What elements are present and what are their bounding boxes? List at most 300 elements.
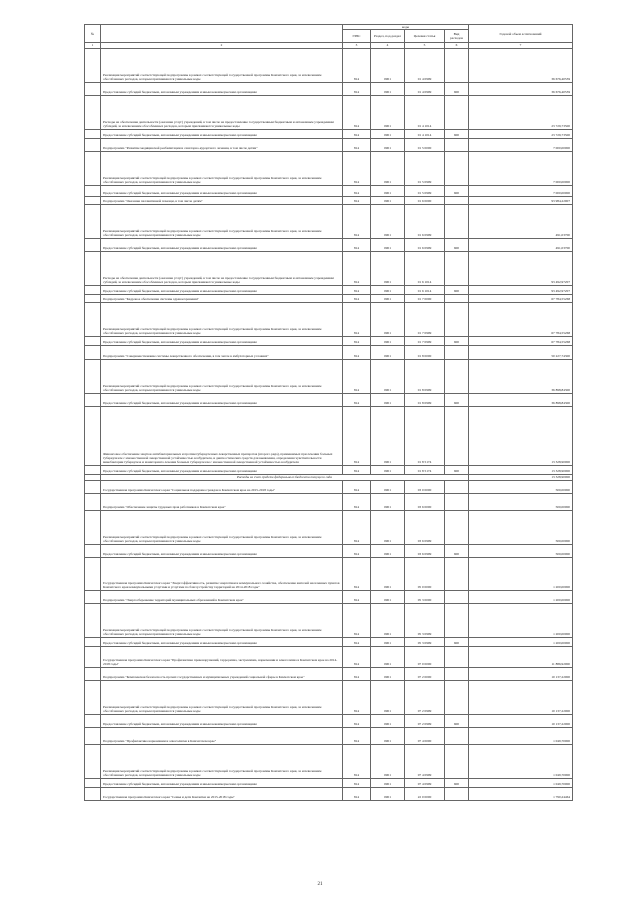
row-grbs: 814 bbox=[343, 196, 371, 204]
row-target-article: 01 6 0999 bbox=[405, 204, 445, 238]
row-name: Предоставление субсидий бюджетным, автономным учреждениям и иным некоммерческим организациям bbox=[101, 238, 343, 251]
row-sum: 500,00000 bbox=[469, 480, 573, 493]
row-name: Реализация мероприятий соответствующей подпрограммы в рамках соответствующей государственной программы Камчатского края, за исключением обособленных расходов, которым присваиваются уникальные коды bbox=[101, 603, 343, 637]
row-expense-type: 600 bbox=[445, 637, 469, 646]
row-grbs: 814 bbox=[343, 465, 371, 474]
row-name: Государственная программа Камчатского края "Социальная поддержка граждан в Камчатском крае на 2015-2018 годы" bbox=[101, 480, 343, 493]
row-name: Государственная программа Камчатского края "Профилактика правонарушений, терроризма, экстремизма, наркомании и алкоголизма в Камчатском крае на 2014-2018 годы" bbox=[101, 646, 343, 667]
row-grbs: 814 bbox=[343, 603, 371, 637]
row-number-cell bbox=[85, 294, 101, 302]
row-target-article: 07 2 0999 bbox=[405, 714, 445, 727]
row-expense-type: 600 bbox=[445, 714, 469, 727]
row-number-cell bbox=[85, 151, 101, 185]
row-target-article: 01 6 0999 bbox=[405, 238, 445, 251]
row-expense-type: 600 bbox=[445, 82, 469, 95]
row-number-cell bbox=[85, 185, 101, 196]
table-row bbox=[85, 787, 573, 800]
row-expense-type bbox=[445, 667, 469, 680]
row-number-cell bbox=[85, 787, 101, 800]
row-name: Предоставление субсидий бюджетным, автономным учреждениям и иным некоммерческим организациям bbox=[101, 285, 343, 294]
row-name: Предоставление субсидий бюджетным, автономным учреждениям и иным некоммерческим организациям bbox=[101, 714, 343, 727]
row-name: Подпрограмма "Энергосбережение территорий муниципальных образований в Камчатском крае" bbox=[101, 590, 343, 603]
row-expense-type bbox=[445, 557, 469, 590]
row-sum: 36 898,84300 bbox=[469, 359, 573, 393]
row-razdel: 0901 bbox=[371, 787, 405, 800]
row-expense-type bbox=[445, 48, 469, 82]
row-expense-type bbox=[445, 727, 469, 744]
row-grbs: 814 bbox=[343, 637, 371, 646]
row-number-cell bbox=[85, 238, 101, 251]
row-expense-type bbox=[445, 204, 469, 238]
row-razdel: 0901 bbox=[371, 185, 405, 196]
table-row bbox=[85, 544, 573, 557]
row-name: Подпрограмма "Обеспечение защиты трудовых прав работников в Камчатском крае" bbox=[101, 493, 343, 510]
row-razdel: 0901 bbox=[371, 557, 405, 590]
row-razdel: 0901 bbox=[371, 48, 405, 82]
row-sum: 13 328,90000 bbox=[469, 474, 573, 480]
row-grbs: 814 bbox=[343, 480, 371, 493]
row-razdel: 0901 bbox=[371, 336, 405, 345]
row-number-cell bbox=[85, 714, 101, 727]
row-expense-type bbox=[445, 744, 469, 778]
row-sum: 1 200,00000 bbox=[469, 637, 573, 646]
row-name: Предоставление субсидий бюджетным, автономным учреждениям и иным некоммерческим организациям bbox=[101, 185, 343, 196]
row-expense-type bbox=[445, 510, 469, 544]
row-grbs: 814 bbox=[343, 204, 371, 238]
row-target-article: 01 8 0999 bbox=[405, 359, 445, 393]
row-number-cell bbox=[85, 544, 101, 557]
header-index-5: 5 bbox=[405, 43, 445, 48]
row-razdel: 0901 bbox=[371, 406, 405, 465]
row-target-article: 01 5 0999 bbox=[405, 151, 445, 185]
row-name: Государственная программа Камчатского края "Энергоэффективность, развитие энергетики и коммунального хозяйства, обеспечение жителей населенных пунктов Камчатского края коммунальными услугами и услугами по благоустройству территорий на 2014-2018 годы" bbox=[101, 557, 343, 590]
row-name: Предоставление субсидий бюджетным, автономным учреждениям и иным некоммерческим организациям bbox=[101, 778, 343, 787]
row-number-cell bbox=[85, 302, 101, 336]
row-name: Предоставление субсидий бюджетным, автономным учреждениям и иным некоммерческим организациям bbox=[101, 82, 343, 95]
row-name: Реализация мероприятий соответствующей подпрограммы в рамках соответствующей государственной программы Камчатского края, за исключением обособленных расходов, которым присваиваются уникальные коды bbox=[101, 204, 343, 238]
row-razdel: 0901 bbox=[371, 510, 405, 544]
row-expense-type bbox=[445, 345, 469, 359]
row-grbs: 814 bbox=[343, 138, 371, 151]
row-number-cell bbox=[85, 646, 101, 667]
header-index-7: 7 bbox=[469, 43, 573, 48]
row-grbs: 814 bbox=[343, 238, 371, 251]
row-sum: 1 200,00000 bbox=[469, 590, 573, 603]
row-expense-type: 600 bbox=[445, 465, 469, 474]
row-sum: 1 200,00000 bbox=[469, 603, 573, 637]
row-target-article: 01 4 1014 bbox=[405, 95, 445, 129]
table-row bbox=[85, 393, 573, 406]
row-grbs: 814 bbox=[343, 406, 371, 465]
header-index-1: 1 bbox=[85, 43, 101, 48]
row-grbs: 814 bbox=[343, 151, 371, 185]
row-expense-type bbox=[445, 138, 469, 151]
header-number: № bbox=[85, 25, 101, 43]
row-razdel: 0901 bbox=[371, 285, 405, 294]
row-target-article: 01 4 0999 bbox=[405, 82, 445, 95]
row-target-article: 07 2 0000 bbox=[405, 667, 445, 680]
row-grbs: 814 bbox=[343, 778, 371, 787]
row-target-article: 01 6 1014 bbox=[405, 251, 445, 285]
row-sum: 67 784,55268 bbox=[469, 336, 573, 345]
row-grbs: 814 bbox=[343, 251, 371, 285]
row-number-cell bbox=[85, 196, 101, 204]
row-grbs: 814 bbox=[343, 493, 371, 510]
row-number-cell bbox=[85, 138, 101, 151]
row-name: Государственная программа Камчатского края "Семья и дети Камчатки на 2015-2018 годы" bbox=[101, 787, 343, 800]
row-name: Предоставление субсидий бюджетным, автономным учреждениям и иным некоммерческим организациям bbox=[101, 393, 343, 406]
row-razdel: 0901 bbox=[371, 302, 405, 336]
table-row bbox=[85, 196, 573, 204]
table-row bbox=[85, 557, 573, 590]
header-index-2: 2 bbox=[101, 43, 343, 48]
row-name: Реализация мероприятий соответствующей подпрограммы в рамках соответствующей государственной программы Камчатского края, за исключением обособленных расходов, которым присваиваются уникальные коды bbox=[101, 680, 343, 714]
row-number-cell bbox=[85, 393, 101, 406]
table-row bbox=[85, 510, 573, 544]
row-sum: 7 000,00000 bbox=[469, 138, 573, 151]
table-row bbox=[85, 82, 573, 95]
row-target-article: 22 0 0000 bbox=[405, 787, 445, 800]
row-number-cell bbox=[85, 251, 101, 285]
row-target-article: 05 0 0000 bbox=[405, 557, 445, 590]
row-sum: 1 049,70000 bbox=[469, 727, 573, 744]
row-razdel: 0901 bbox=[371, 82, 405, 95]
row-sum: 491,03700 bbox=[469, 238, 573, 251]
row-number-cell bbox=[85, 557, 101, 590]
row-name: Предоставление субсидий бюджетным, автономным учреждениям и иным некоммерческим организациям bbox=[101, 336, 343, 345]
row-sum: 50 227,74300 bbox=[469, 345, 573, 359]
row-number-cell bbox=[85, 48, 101, 82]
row-number-cell bbox=[85, 82, 101, 95]
header-index-4: 4 bbox=[371, 43, 405, 48]
row-target-article: 05 3 0000 bbox=[405, 590, 445, 603]
row-expense-type bbox=[445, 196, 469, 204]
table-row bbox=[85, 95, 573, 129]
row-number-cell bbox=[85, 336, 101, 345]
budget-table bbox=[84, 24, 573, 801]
table-row bbox=[85, 646, 573, 667]
table-row bbox=[85, 151, 573, 185]
row-target-article: 03 6 0999 bbox=[405, 544, 445, 557]
row-target-article: 03 0 0000 bbox=[405, 480, 445, 493]
row-sum: 11 886,92000 bbox=[469, 646, 573, 667]
row-expense-type bbox=[445, 294, 469, 302]
row-grbs: 814 bbox=[343, 590, 371, 603]
row-target-article: 03 6 0000 bbox=[405, 493, 445, 510]
row-number-cell bbox=[85, 590, 101, 603]
row-razdel: 0901 bbox=[371, 129, 405, 138]
table-row bbox=[85, 590, 573, 603]
row-grbs: 814 bbox=[343, 680, 371, 714]
table-row bbox=[85, 48, 573, 82]
row-sum: 10 137,22000 bbox=[469, 714, 573, 727]
row-expense-type bbox=[445, 603, 469, 637]
table-row bbox=[85, 637, 573, 646]
table-row bbox=[85, 285, 573, 294]
row-target-article: 05 3 0999 bbox=[405, 603, 445, 637]
row-target-article: 01 7 0999 bbox=[405, 302, 445, 336]
row-number-cell bbox=[85, 406, 101, 465]
row-number-cell bbox=[85, 204, 101, 238]
row-sum: 491,03700 bbox=[469, 204, 573, 238]
table-row bbox=[85, 238, 573, 251]
row-expense-type bbox=[445, 406, 469, 465]
row-name: Подпрограмма "Профилактика наркомании и алкоголизма в Камчатском крае" bbox=[101, 727, 343, 744]
table-body bbox=[85, 48, 573, 800]
row-grbs: 814 bbox=[343, 302, 371, 336]
table-row bbox=[85, 493, 573, 510]
row-number-cell bbox=[85, 480, 101, 493]
row-target-article: 01 5 0000 bbox=[405, 138, 445, 151]
row-sum: 67 784,55268 bbox=[469, 294, 573, 302]
row-sum: 1 200,00000 bbox=[469, 557, 573, 590]
row-sum: 10 137,22000 bbox=[469, 680, 573, 714]
page-number: 21 bbox=[317, 882, 323, 887]
row-target-article: 01 7 0000 bbox=[405, 294, 445, 302]
budget-table-sheet bbox=[84, 24, 572, 801]
row-target-article: 01 7 0999 bbox=[405, 336, 445, 345]
row-sum: 500,00000 bbox=[469, 544, 573, 557]
row-name: Реализация мероприятий соответствующей подпрограммы в рамках соответствующей государственной программы Камчатского края, за исключением обособленных расходов, которым присваиваются уникальные коды bbox=[101, 510, 343, 544]
row-expense-type bbox=[445, 302, 469, 336]
row-expense-type: 600 bbox=[445, 129, 469, 138]
row-sum: 13 328,90000 bbox=[469, 465, 573, 474]
table-row bbox=[85, 359, 573, 393]
row-target-article: 01 4 0999 bbox=[405, 48, 445, 82]
row-name: Финансовое обеспечение закупок антибактериальных и противотуберкулезных лекарственных препаратов (второго ряда), применяемых при лечении больных туберкулезом с множественной лекарственной устойчивостью возбудителя, и диагностических средств для выявления, определения чувствительности микобактерии туберкулеза и мониторинга лечения больных туберкулезом с множественной лекарственной устойчивостью возбудителя bbox=[101, 406, 343, 465]
header-codes: коды bbox=[343, 25, 469, 30]
row-expense-type bbox=[445, 787, 469, 800]
row-razdel: 0901 bbox=[371, 727, 405, 744]
row-expense-type bbox=[445, 493, 469, 510]
header-grbs: ГРБС bbox=[343, 30, 371, 43]
row-target-article: 07 2 0999 bbox=[405, 680, 445, 714]
row-number-cell bbox=[85, 603, 101, 637]
row-razdel: 0901 bbox=[371, 714, 405, 727]
row-expense-type: 600 bbox=[445, 336, 469, 345]
row-razdel: 0901 bbox=[371, 294, 405, 302]
row-name: Предоставление субсидий бюджетным, автономным учреждениям и иным некоммерческим организациям bbox=[101, 544, 343, 557]
row-expense-type bbox=[445, 151, 469, 185]
row-name: Предоставление субсидий бюджетным, автономным учреждениям и иным некоммерческим организациям bbox=[101, 129, 343, 138]
row-sum: 23 729,73500 bbox=[469, 129, 573, 138]
row-sum: 10 137,22000 bbox=[469, 667, 573, 680]
row-expense-type bbox=[445, 646, 469, 667]
row-grbs: 814 bbox=[343, 95, 371, 129]
row-sum: 1 049,70000 bbox=[469, 744, 573, 778]
table-row bbox=[85, 185, 573, 196]
row-grbs: 814 bbox=[343, 185, 371, 196]
row-name: Подпрограмма "Развитие медицинской реабилитации и санаторно-курортного лечения, в том числе детям" bbox=[101, 138, 343, 151]
row-sum: 93 492,97207 bbox=[469, 285, 573, 294]
table-row bbox=[85, 138, 573, 151]
row-target-article: 07 4 0999 bbox=[405, 744, 445, 778]
row-grbs: 814 bbox=[343, 82, 371, 95]
row-grbs: 814 bbox=[343, 667, 371, 680]
row-razdel: 0901 bbox=[371, 393, 405, 406]
row-target-article: 01 5 0999 bbox=[405, 185, 445, 196]
row-note: Расходы за счет средств федерального бюджета текущего года bbox=[101, 474, 469, 480]
row-name: Подпрограмма "Совершенствование системы лекарственного обеспечения, в том числе в амбулаторных условиях" bbox=[101, 345, 343, 359]
row-grbs: 814 bbox=[343, 727, 371, 744]
table-row bbox=[85, 714, 573, 727]
row-target-article: 01 6 0000 bbox=[405, 196, 445, 204]
row-sum: 93 492,97207 bbox=[469, 251, 573, 285]
row-target-article: 05 3 0999 bbox=[405, 637, 445, 646]
row-number-cell bbox=[85, 744, 101, 778]
row-razdel: 0901 bbox=[371, 204, 405, 238]
row-grbs: 814 bbox=[343, 646, 371, 667]
row-target-article: 01 8 5174 bbox=[405, 406, 445, 465]
row-target-article: 01 8 5174 bbox=[405, 465, 445, 474]
row-number-cell bbox=[85, 778, 101, 787]
table-row bbox=[85, 302, 573, 336]
row-grbs: 814 bbox=[343, 48, 371, 82]
row-sum: 500,00000 bbox=[469, 493, 573, 510]
header-razdel: Раздел, под-раздел bbox=[371, 30, 405, 43]
row-name: Предоставление субсидий бюджетным, автономным учреждениям и иным некоммерческим организациям bbox=[101, 637, 343, 646]
row-number-cell bbox=[85, 680, 101, 714]
row-sum: 36 898,84300 bbox=[469, 393, 573, 406]
table-row bbox=[85, 251, 573, 285]
row-razdel: 0901 bbox=[371, 238, 405, 251]
row-sum: 7 000,00000 bbox=[469, 185, 573, 196]
row-razdel: 0901 bbox=[371, 603, 405, 637]
row-razdel: 0901 bbox=[371, 744, 405, 778]
row-target-article: 01 8 0000 bbox=[405, 345, 445, 359]
row-razdel: 0901 bbox=[371, 590, 405, 603]
header-annual-sum: Годовой объем ассигнований bbox=[469, 25, 573, 43]
row-grbs: 814 bbox=[343, 787, 371, 800]
row-name: Предоставление субсидий бюджетным, автономным учреждениям и иным некоммерческим организациям bbox=[101, 465, 343, 474]
row-number-cell bbox=[85, 129, 101, 138]
row-target-article: 07 4 0000 bbox=[405, 727, 445, 744]
row-sum: 500,00000 bbox=[469, 510, 573, 544]
row-expense-type bbox=[445, 359, 469, 393]
row-expense-type: 600 bbox=[445, 238, 469, 251]
row-number-cell bbox=[85, 493, 101, 510]
row-razdel: 0901 bbox=[371, 196, 405, 204]
row-number-cell bbox=[85, 359, 101, 393]
header-index-3: 3 bbox=[343, 43, 371, 48]
row-grbs: 814 bbox=[343, 345, 371, 359]
row-razdel: 0901 bbox=[371, 544, 405, 557]
table-row bbox=[85, 727, 573, 744]
row-razdel: 0901 bbox=[371, 637, 405, 646]
row-target-article: 01 6 1014 bbox=[405, 285, 445, 294]
row-razdel: 0901 bbox=[371, 778, 405, 787]
row-grbs: 814 bbox=[343, 393, 371, 406]
row-number-cell bbox=[85, 637, 101, 646]
row-expense-type: 600 bbox=[445, 778, 469, 787]
table-row bbox=[85, 406, 573, 465]
row-sum: 1 790,24464 bbox=[469, 787, 573, 800]
row-grbs: 814 bbox=[343, 557, 371, 590]
row-name: Реализация мероприятий соответствующей подпрограммы в рамках соответствующей государственной программы Камчатского края, за исключением обособленных расходов, которым присваиваются уникальные коды bbox=[101, 302, 343, 336]
row-sum: 13 328,90000 bbox=[469, 406, 573, 465]
row-target-article: 01 4 1014 bbox=[405, 129, 445, 138]
row-razdel: 0901 bbox=[371, 646, 405, 667]
header-name-blank bbox=[101, 25, 343, 43]
row-number-cell bbox=[85, 345, 101, 359]
row-razdel: 0901 bbox=[371, 359, 405, 393]
row-grbs: 814 bbox=[343, 714, 371, 727]
row-target-article: 07 0 0000 bbox=[405, 646, 445, 667]
row-name: Расходы на обеспечение деятельности (оказание услуг) учреждений, в том числе на предоставление государственным бюджетным и автономным учреждениям субсидий, за исключением обособленных расходов, которым присваиваются уникальные коды bbox=[101, 251, 343, 285]
header-index-6: 6 bbox=[445, 43, 469, 48]
row-target-article: 07 4 0999 bbox=[405, 778, 445, 787]
row-sum: 36 676,40539 bbox=[469, 48, 573, 82]
row-name: Подпрограмма "Оказание паллиативной помощи, в том числе детям" bbox=[101, 196, 343, 204]
table-row bbox=[85, 680, 573, 714]
header-target-article: Целевая статья bbox=[405, 30, 445, 43]
row-expense-type: 600 bbox=[445, 393, 469, 406]
row-target-article: 01 8 0999 bbox=[405, 393, 445, 406]
row-name: Подпрограмма "Комплексная безопасность прочих государственных и муниципальных учреждений социальной сферы в Камчатском крае" bbox=[101, 667, 343, 680]
table-row bbox=[85, 345, 573, 359]
row-number-cell bbox=[85, 510, 101, 544]
row-expense-type: 600 bbox=[445, 185, 469, 196]
row-grbs: 814 bbox=[343, 294, 371, 302]
row-name: Расходы на обеспечение деятельности (оказание услуг) учреждений, в том числе на предоставление государственным бюджетным и автономным учреждениям субсидий, за исключением обособленных расходов, которым присваиваются уникальные коды bbox=[101, 95, 343, 129]
row-number-cell bbox=[85, 465, 101, 474]
row-razdel: 0901 bbox=[371, 480, 405, 493]
table-row bbox=[85, 465, 573, 474]
row-grbs: 814 bbox=[343, 359, 371, 393]
row-expense-type bbox=[445, 590, 469, 603]
table-row bbox=[85, 667, 573, 680]
row-razdel: 0901 bbox=[371, 138, 405, 151]
row-expense-type bbox=[445, 480, 469, 493]
row-grbs: 814 bbox=[343, 336, 371, 345]
row-expense-type bbox=[445, 251, 469, 285]
row-name: Реализация мероприятий соответствующей подпрограммы в рамках соответствующей государственной программы Камчатского края, за исключением обособленных расходов, которым присваиваются уникальные коды bbox=[101, 744, 343, 778]
row-number-cell bbox=[85, 95, 101, 129]
row-expense-type: 600 bbox=[445, 285, 469, 294]
row-sum: 7 000,00000 bbox=[469, 151, 573, 185]
row-number-cell bbox=[85, 285, 101, 294]
row-number-cell bbox=[85, 727, 101, 744]
row-razdel: 0901 bbox=[371, 667, 405, 680]
row-razdel: 0901 bbox=[371, 345, 405, 359]
table-row bbox=[85, 204, 573, 238]
table-row bbox=[85, 778, 573, 787]
row-razdel: 0901 bbox=[371, 151, 405, 185]
row-expense-type: 600 bbox=[445, 544, 469, 557]
row-name: Реализация мероприятий соответствующей подпрограммы в рамках соответствующей государственной программы Камчатского края, за исключением обособленных расходов, которым присваиваются уникальные коды bbox=[101, 151, 343, 185]
row-grbs: 814 bbox=[343, 285, 371, 294]
table-row bbox=[85, 129, 573, 138]
row-sum: 23 729,73500 bbox=[469, 95, 573, 129]
table-row bbox=[85, 480, 573, 493]
row-grbs: 814 bbox=[343, 544, 371, 557]
table-row bbox=[85, 336, 573, 345]
row-sum: 1 049,70000 bbox=[469, 778, 573, 787]
row-razdel: 0901 bbox=[371, 465, 405, 474]
row-razdel: 0901 bbox=[371, 493, 405, 510]
table-row bbox=[85, 744, 573, 778]
table-row bbox=[85, 603, 573, 637]
row-name: Реализация мероприятий соответствующей подпрограммы в рамках соответствующей государственной программы Камчатского края, за исключением обособленных расходов, которым присваиваются уникальные коды bbox=[101, 359, 343, 393]
header-expense-type: Вид расходов bbox=[445, 30, 469, 43]
row-grbs: 814 bbox=[343, 744, 371, 778]
row-name: Подпрограмма "Кадровое обеспечение системы здравоохранения" bbox=[101, 294, 343, 302]
row-name: Реализация мероприятий соответствующей подпрограммы в рамках соответствующей государственной программы Камчатского края, за исключением обособленных расходов, которым присваиваются уникальные коды bbox=[101, 48, 343, 82]
row-razdel: 0901 bbox=[371, 251, 405, 285]
row-expense-type bbox=[445, 95, 469, 129]
row-grbs: 814 bbox=[343, 129, 371, 138]
row-sum: 93 984,22907 bbox=[469, 196, 573, 204]
